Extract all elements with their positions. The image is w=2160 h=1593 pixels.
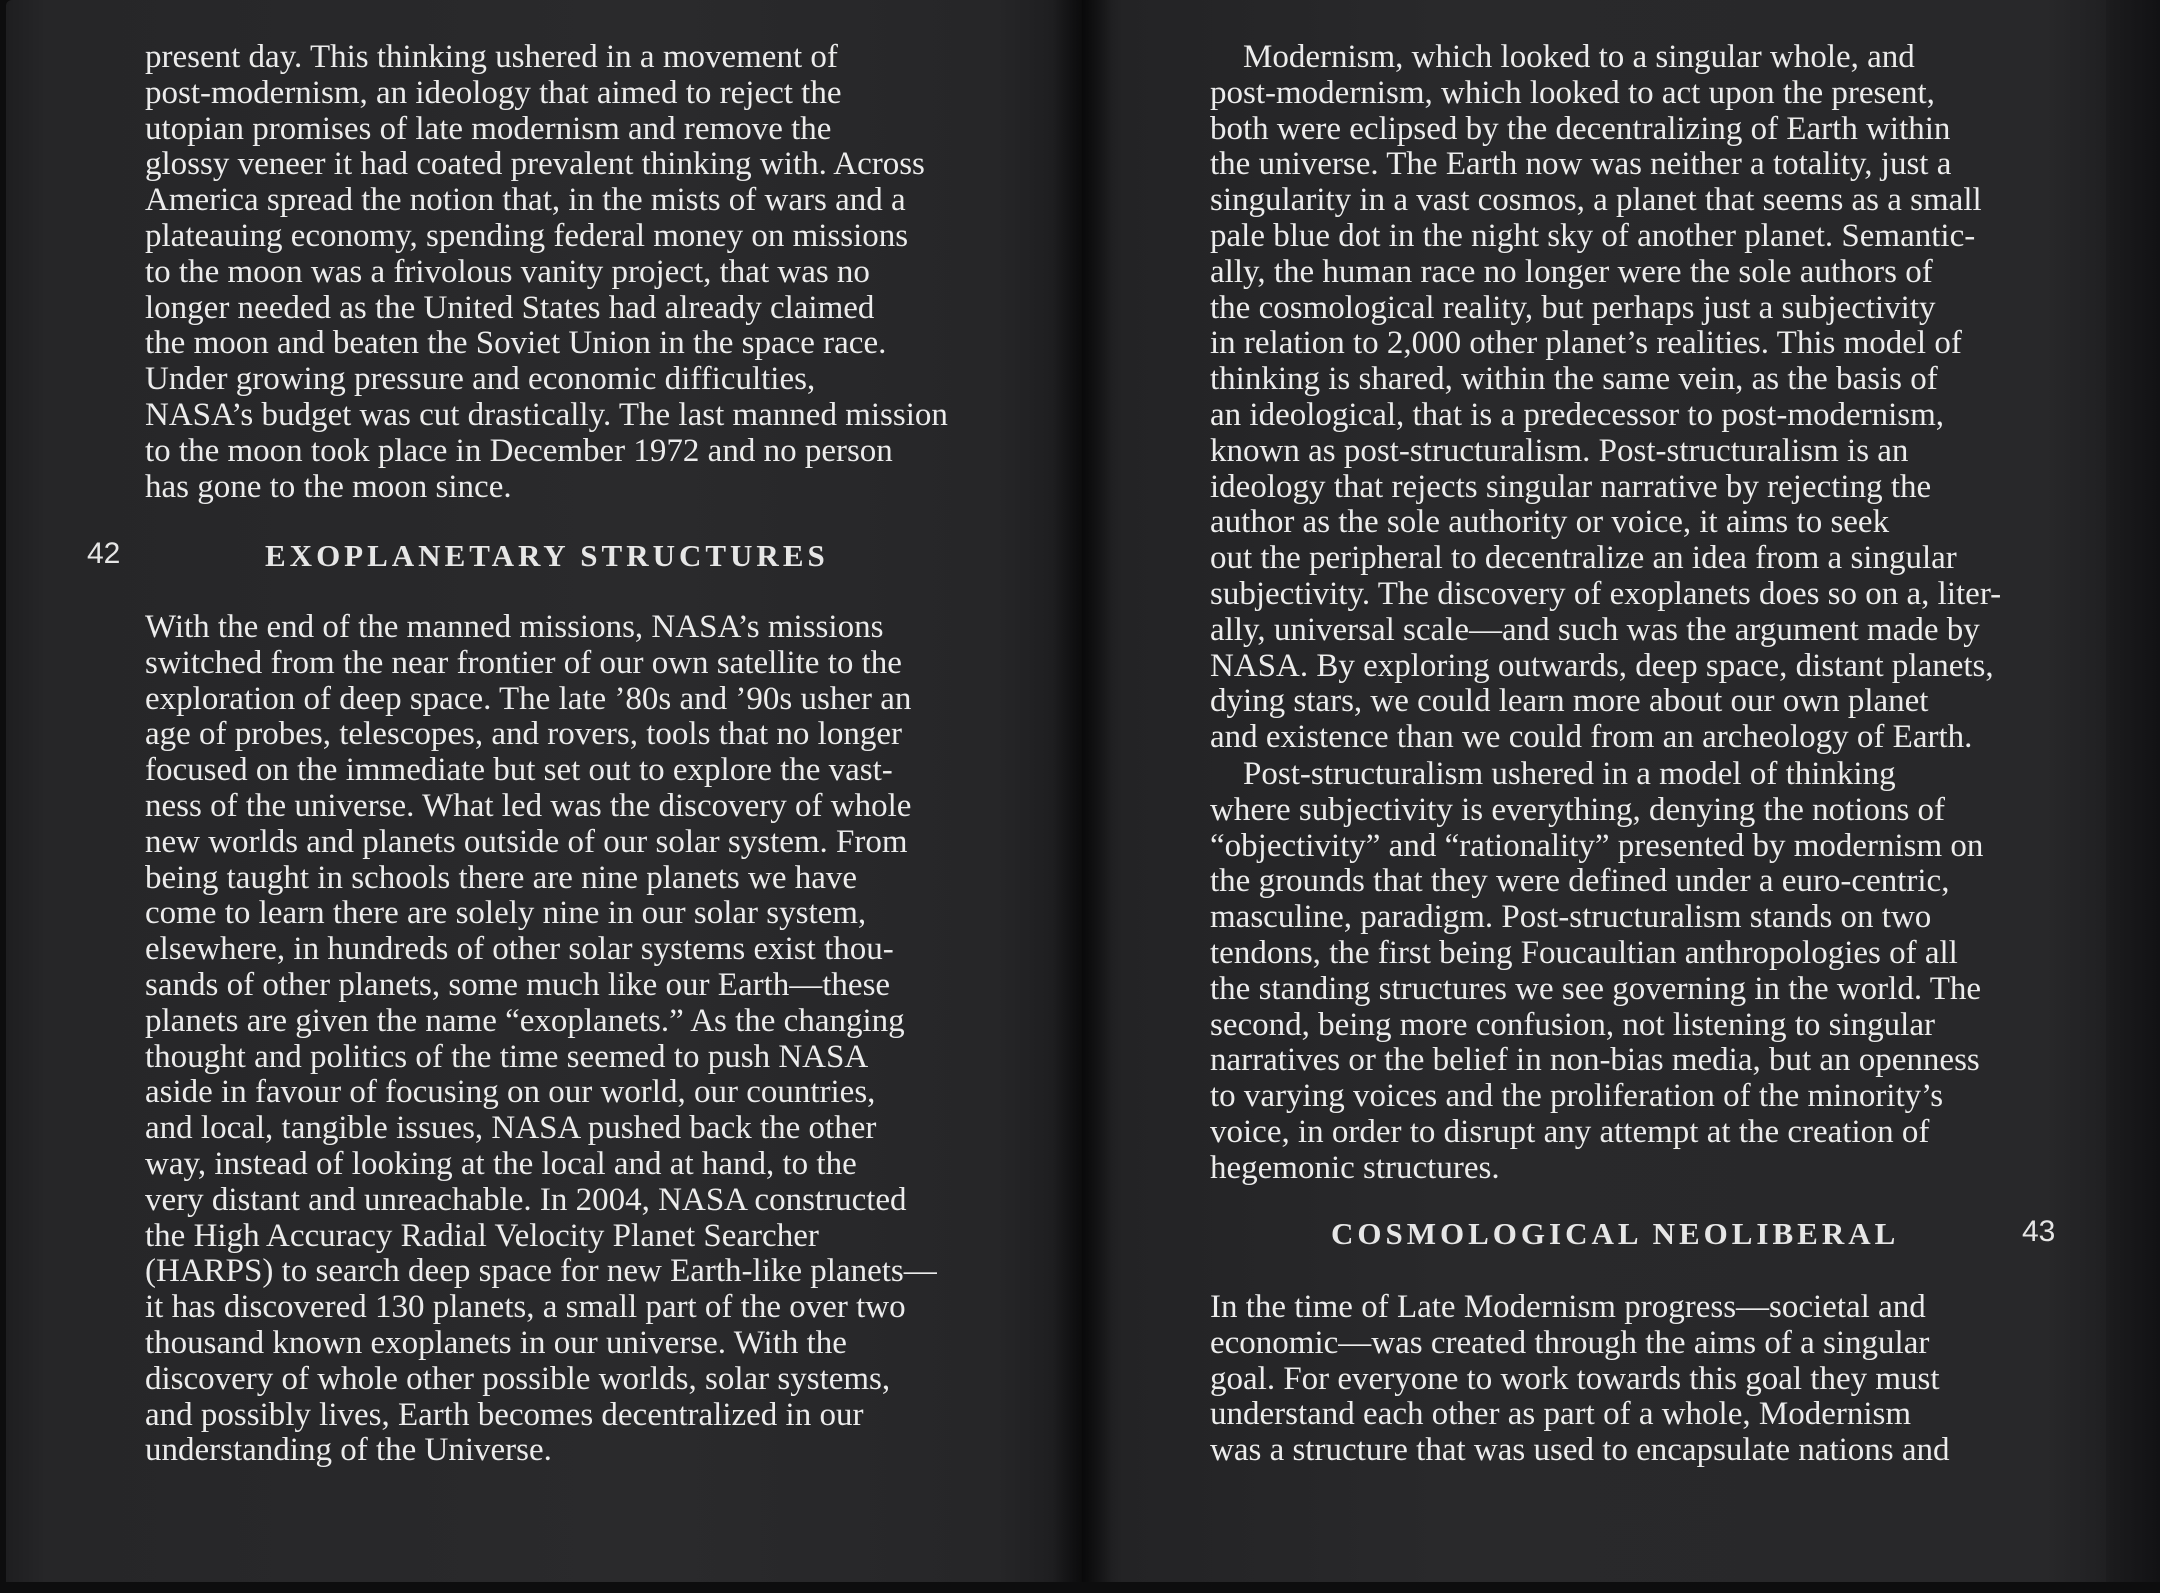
left-paragraph-intro: present day. This thinking ushered in a movement of post-modernism, an ideology that aimed to reject the utopian promises of late modernism and remove the glossy veneer it had coated prevalent thinking with. Across America spread the notion that, in the mists of wars and a plateauing economy, spending federal money on missions to the moon was a frivolous vanity project, that was no longer needed as the United States had already claimed the moon and beaten the Soviet Union in the space race. Under growing pressure and economic difficulties, NASA’s budget was cut drastically. The last manned mission to the moon took place in December 1972 and no person has gone to the moon since. [145, 39, 948, 505]
page-number-right: 43 [2022, 1215, 2056, 1248]
page-number-left: 42 [87, 537, 121, 570]
page-stack-edge [2106, 0, 2160, 1582]
left-paragraph-main: With the end of the manned missions, NASA’s missions switched from the near frontier of our own satellite to the exploration of deep space. The late ’80s and ’90s usher an age of probes, telescopes, and rovers, tools that no longer focused on the immediate but set out to explore the vast- ness of the universe. What led was the discovery of whole new worlds and planets outside of our solar system. From being taught in schools there are nine planets we have come to learn there are solely nine in our solar system, elsewhere, in hundreds of other solar systems exist thou- sands of other planets, some much like our Earth—these planets are given the name “exoplanets.” As the changing thought and politics of the time seemed to push NASA aside in favour of focusing on our world, our countries, and local, tangible issues, NASA pushed back the other way, instead of looking at the local and at hand, to the very distant and unreachable. In 2004, NASA constructed the High Accuracy Radial Velocity Planet Searcher (HARPS) to search deep space for new Earth-like planets— it has discovered 130 planets, a small part of the over two thousand known exoplanets in our universe. With the discovery of whole other possible worlds, solar systems, and possibly lives, Earth becomes decentralized in our understanding of the Universe. [145, 609, 937, 1469]
right-paragraph-late-modernism: In the time of Late Modernism progress—societal and economic—was created through the aims of a singular goal. For everyone to work towards this goal they must understand each other as part of a whole, Modernism was a structure that was used to encapsulate nations and [1210, 1289, 1950, 1469]
section-heading-exoplanetary: EXOPLANETARY STRUCTURES [265, 538, 829, 573]
right-paragraph-post-structuralism: Post-structuralism ushered in a model of thinking where subjectivity is everything, denying the notions of “objectivity” and “rationality” presented by modernism on the grounds that they were defined under a euro-centric, masculine, paradigm. Post-structuralism stands on two tendons, the first being Foucaultian anthropologies of all the standing structures we see governing in the world. The second, being more confusion, not listening to singular narratives or the belief in non-bias media, but an openness to varying voices and the proliferation of the minority’s voice, in order to disrupt any attempt at the creation of hegemonic structures. [1210, 756, 1984, 1186]
right-paragraph-modernism: Modernism, which looked to a singular whole, and post-modernism, which looked to act upon the present, both were eclipsed by the decentralizing of Earth within the universe. The Earth now was neither a totality, just a singularity in a vast cosmos, a planet that seems as a small pale blue dot in the night sky of another planet. Semantic- ally, the human race no longer were the sole authors of the cosmological reality, but perhaps just a subjectivity in relation to 2,000 other planet’s realities. This model of thinking is shared, within the same vein, as the basis of an ideological, that is a predecessor to post-modernism, known as post-structuralism. Post-structuralism is an ideology that rejects singular narrative by rejecting the author as the sole authority or voice, it aims to seek out the peripheral to decentralize an idea from a singular subjectivity. The discovery of exoplanets does so on a, liter- ally, universal scale—and such was the argument made by NASA. By exploring outwards, deep space, distant planets, dying stars, we could learn more about our own planet and existence than we could from an archeology of Earth. [1210, 39, 2002, 756]
section-heading-cosmological: COSMOLOGICAL NEOLIBERAL [1331, 1216, 1900, 1251]
